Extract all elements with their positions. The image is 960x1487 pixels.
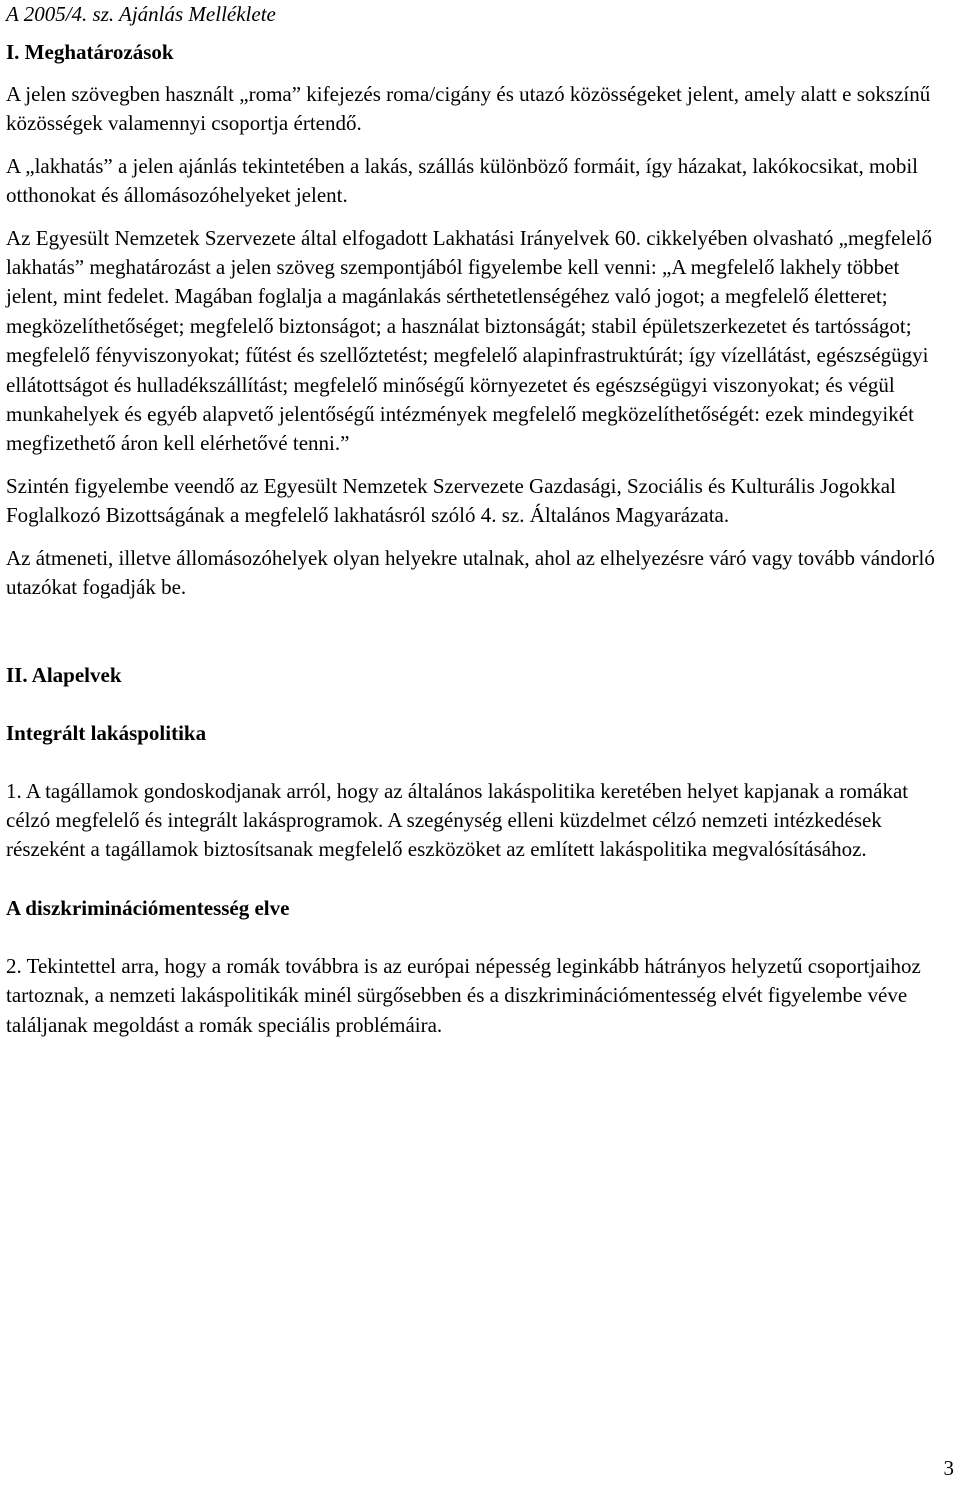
spacer [6,459,956,472]
paragraph-un-committee: Szintén figyelembe veendő az Egyesült Nemzetek Szervezete Gazdasági, Szociális és Kulturális Jogokkal Foglalkozó Bizottságának a megfelelő lakhatásról szóló 4. sz. Általános Magyarázata. [6,473,896,528]
spacer [6,531,956,544]
section-title-definitions: I. Meghatározások [6,40,174,64]
spacer [6,211,956,224]
paragraph-housing-definition: A „lakhatás” a jelen ajánlás tekintetében a lakás, szállás különböző formáit, így házakat, lakókocsikat, mobil otthonokat és állomásozóhelyeket jelent. [6,153,919,208]
section-title-principles: II. Alapelvek [6,662,122,687]
document-page [6,0,956,1040]
spacer [6,139,956,152]
paragraph-principle-2: 2. Tekintettel arra, hogy a romák továbbra is az európai népesség leginkább hátrányos helyzetű csoportjaihoz tartoznak, a nemzeti lakáspolitikák minél sürgősebben és a diszkriminációmentesség elvét figyelembe véve találjanak megoldást a romák speciális problémáira. [6,953,921,1037]
spacer [6,923,956,952]
paragraph-adequate-housing: Az Egyesült Nemzetek Szervezete által elfogadott Lakhatási Irányelvek 60. cikkelyében olvasható „megfelelő lakhatás” meghatározást a jelen szöveg szempontjából figyelembe kell venni: „A megfelelő lakhely többet jelent, mint fedelet. Magában foglalja a magánlakás sérthetetlenségéhez való jogot; a megfelelő életteret; megközelíthetőséget; megfelelő biztonságot; a használat biztonságát; stabil épületszerkezetet és tartósságot; megfelelő fényviszonyokat; fűtést és szellőztetést; megfelelő alapinfrastruktúrát; így vízellátást, egészségügyi ellátottságot és hulladékszállítást; megfelelő minőségű környezetet és egészségügyi viszonyokat; és végül munkahelyek és egyéb alapvető jelentőségű intézmények megfelelő megközelíthetőségét: ezek mindegyikét megfizethető áron kell elérhetővé tenni.” [6,225,932,456]
paragraph-principle-1: 1. A tagállamok gondoskodjanak arról, hogy az általános lakáspolitika keretében helyet kapjanak a romákat célzó megfelelő és integrált lakásprogramok. A szegénység elleni küzdelmet célzó nemzeti intézkedések részeként a tagállamok biztosítsanak megfelelő eszközöket az említett lakáspolitika megvalósításához. [6,778,909,862]
spacer [6,603,956,661]
spacer [6,67,956,80]
spacer [6,748,956,777]
spacer [6,690,956,719]
spacer [6,865,956,894]
subsection-title-integrated-housing: Integrált lakáspolitika [6,720,207,745]
paragraph-roma-definition: A jelen szövegben használt „roma” kifejezés roma/cigány és utazó közösségeket jelent, amely alatt e sokszínű közösségek valamennyi csoportja értendő. [6,82,931,136]
subsection-title-non-discrimination: A diszkriminációmentesség elve [6,895,290,920]
paragraph-transit-sites: Az átmeneti, illetve állomásozóhelyek olyan helyekre utalnak, ahol az elhelyezésre váró vagy tovább vándorló utazókat fogadják be. [6,545,935,600]
page-number: 3 [943,1456,954,1480]
document-header: A 2005/4. sz. Ajánlás Melléklete [6,2,276,26]
